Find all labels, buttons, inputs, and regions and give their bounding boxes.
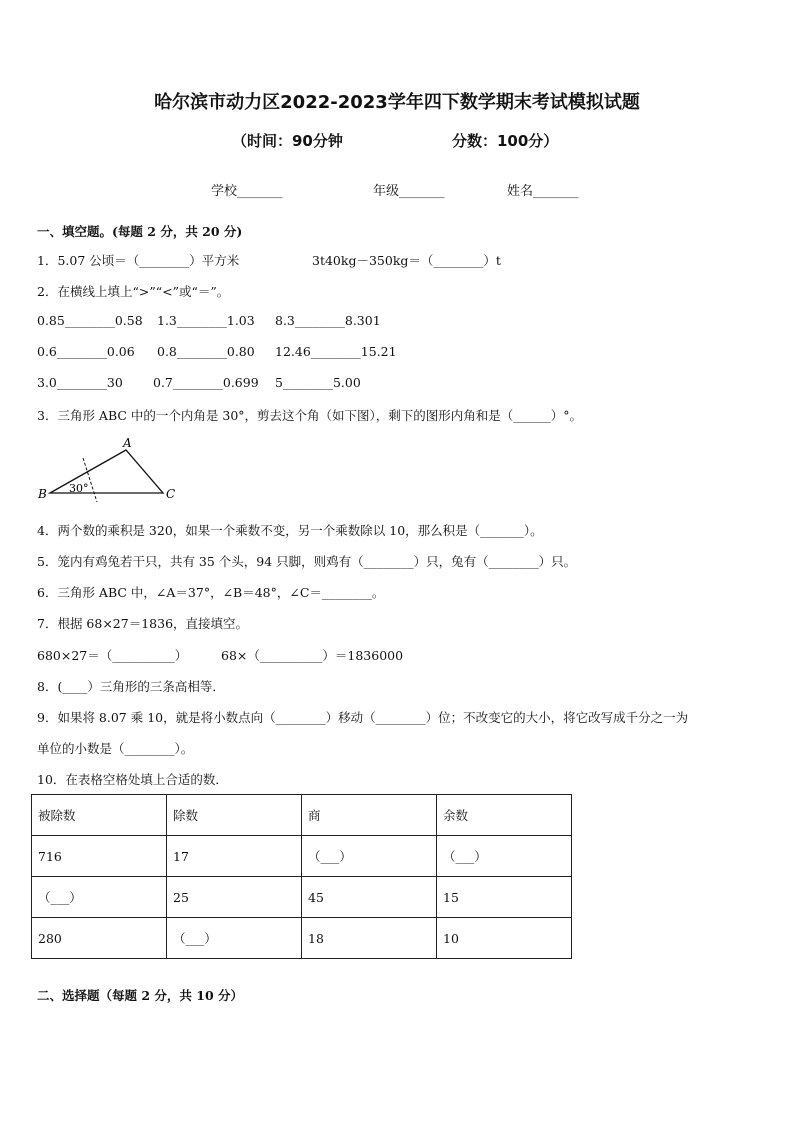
table-cell: 45 — [302, 877, 437, 918]
table-cell: （___） — [167, 918, 302, 959]
header-divisor: 除数 — [167, 795, 302, 836]
question-4: 4．两个数的乘积是 320，如果一个乘数不变，另一个乘数除以 10，那么积是（_______）。 — [37, 523, 543, 538]
q2-row1-item2: 1.3________1.03 — [157, 313, 255, 328]
table-cell: 18 — [302, 918, 437, 959]
section1-heading: 一、填空题。(每题 2 分，共 20 分) — [37, 224, 243, 239]
q2-row2-item2: 0.8________0.80 — [157, 344, 255, 359]
header-remainder: 余数 — [437, 795, 572, 836]
school-field: 学校_______ — [211, 184, 283, 199]
grade-field: 年级_______ — [373, 184, 445, 199]
q2-row1-item3: 8.3________8.301 — [275, 313, 381, 328]
page-title: 哈尔滨市动力区2022-2023学年四下数学期末考试模拟试题 — [154, 92, 640, 113]
exam-score: 分数：100分） — [452, 132, 559, 150]
vertex-b-label: B — [38, 487, 47, 501]
table-cell: 25 — [167, 877, 302, 918]
q2-row3-item3: 5________5.00 — [275, 375, 361, 390]
table-row — [32, 918, 572, 959]
table-cell: 15 — [437, 877, 572, 918]
question-7: 7．根据 68×27＝1836，直接填空。 — [37, 616, 249, 631]
vertex-c-label: C — [166, 487, 176, 501]
question-2: 2．在横线上填上“>”“<”或“＝”。 — [37, 284, 230, 299]
angle-30-label: 30° — [69, 482, 89, 495]
header-quotient: 商 — [302, 795, 437, 836]
table-cell: 716 — [32, 836, 167, 877]
table-row — [32, 836, 572, 877]
question-5: 5．笼内有鸡兔若干只，共有 35 个头，94 只脚，则鸡有（________）只，兔有（________）只。 — [37, 554, 577, 569]
vertex-a-label: A — [123, 436, 132, 450]
table-cell: 17 — [167, 836, 302, 877]
name-field: 姓名_______ — [507, 184, 579, 199]
q2-row1-item1: 0.85________0.58 — [37, 313, 143, 328]
table-header-row — [32, 795, 572, 836]
header-dividend: 被除数 — [32, 795, 167, 836]
table-cell: （___） — [437, 836, 572, 877]
question-1b: 3t40kg－350kg＝（________）t — [312, 253, 501, 268]
q2-row2-item1: 0.6________0.06 — [37, 344, 135, 359]
section2-heading: 二、选择题（每题 2 分，共 10 分） — [37, 988, 244, 1003]
division-table — [31, 794, 572, 959]
table-cell: 10 — [437, 918, 572, 959]
exam-time: （时间：90分钟 — [232, 132, 343, 150]
table-cell: 280 — [32, 918, 167, 959]
table-cell: （___） — [302, 836, 437, 877]
table-row — [32, 877, 572, 918]
question-10: 10．在表格空格处填上合适的数． — [37, 772, 228, 787]
question-1a: 1．5.07 公顷＝（________）平方米 — [37, 253, 240, 268]
question-8: 8．(____）三角形的三条高相等． — [37, 679, 225, 694]
question-9-line1: 9．如果将 8.07 乘 10，就是将小数点向（________）移动（________）位；不改变它的大小，将它改写成千分之一为 — [37, 710, 689, 725]
question-6: 6．三角形 ABC 中，∠A＝37°，∠B＝48°，∠C＝________。 — [37, 585, 385, 600]
triangle-figure — [32, 436, 192, 508]
question-7b: 68×（__________）＝1836000 — [221, 648, 404, 663]
question-3: 3．三角形 ABC 中的一个内角是 30°，剪去这个角（如下图），剩下的图形内角和是（______）°。 — [37, 408, 583, 423]
q2-row2-item3: 12.46________15.21 — [275, 344, 397, 359]
table-cell: （___） — [32, 877, 167, 918]
question-9-line2: 单位的小数是（________）。 — [37, 741, 194, 756]
q2-row3-item2: 0.7________0.699 — [153, 375, 259, 390]
q2-row3-item1: 3.0________30 — [37, 375, 123, 390]
question-7a: 680×27＝（__________） — [37, 648, 188, 663]
